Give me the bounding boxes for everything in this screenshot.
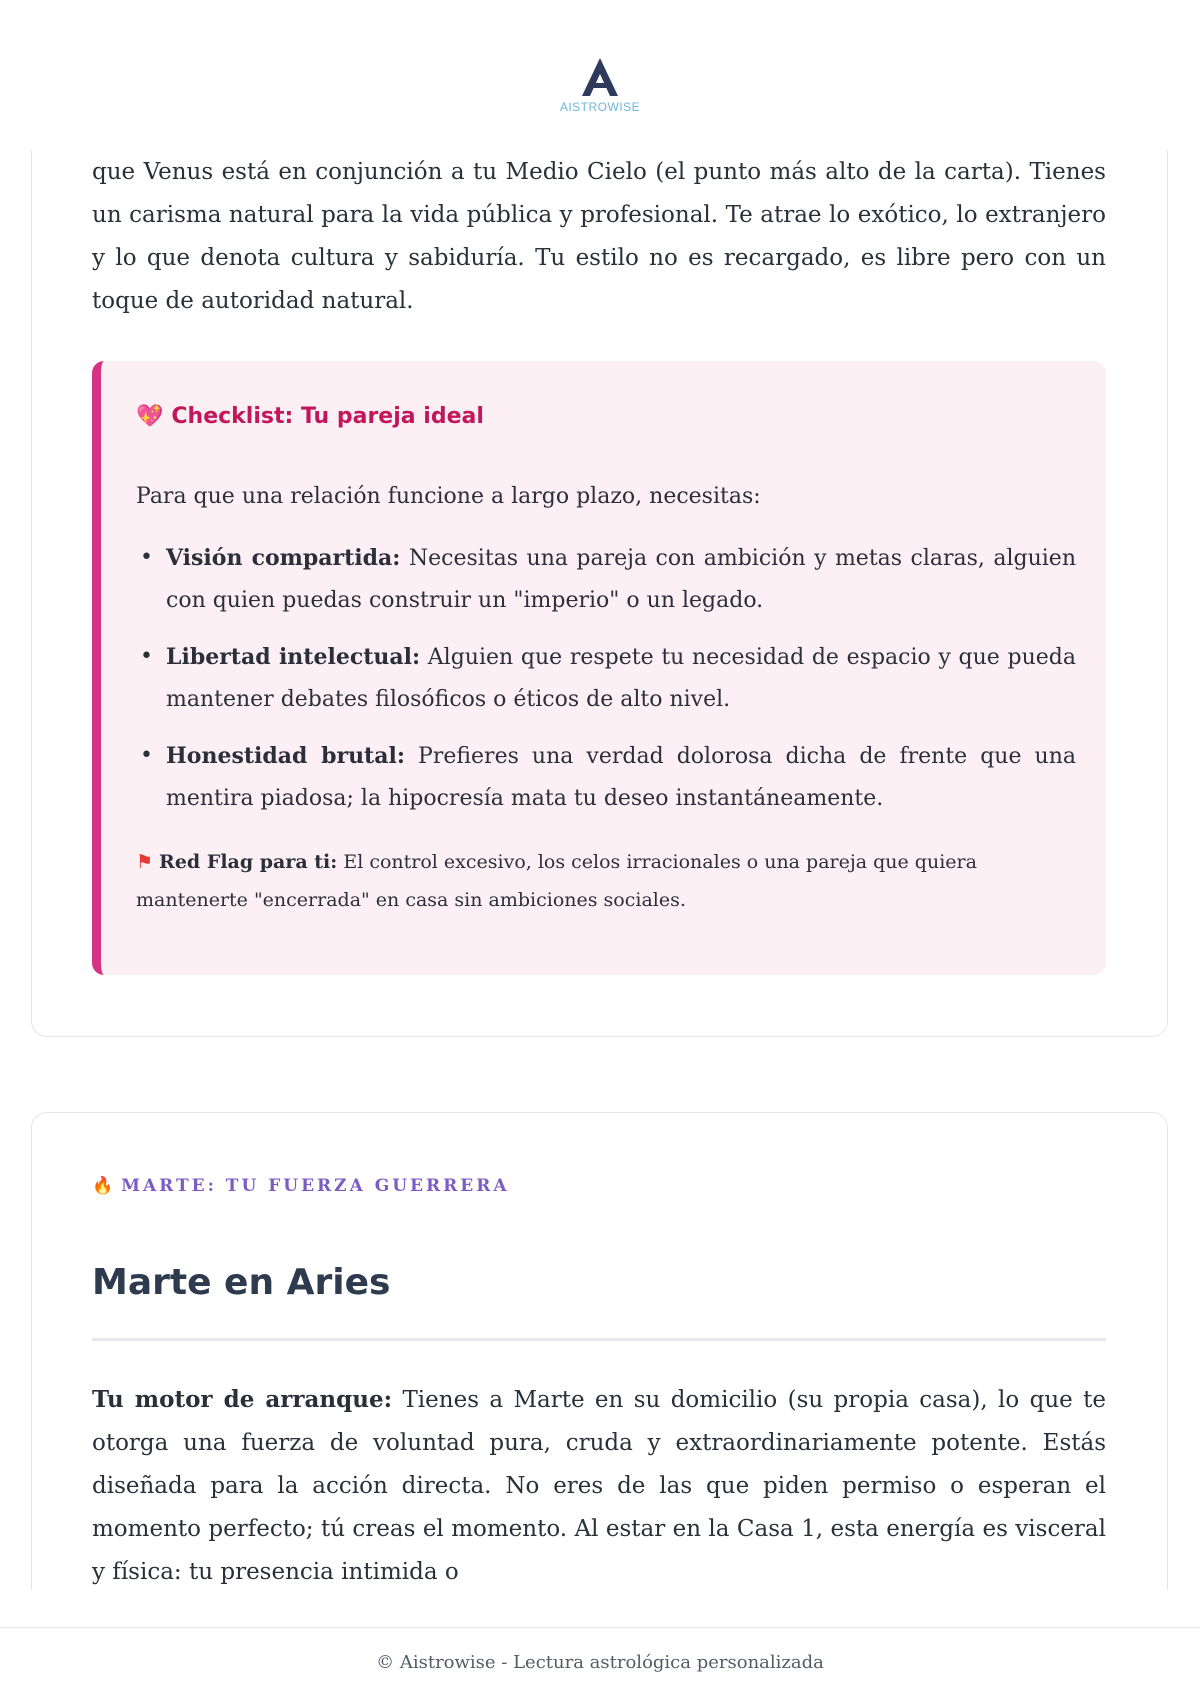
list-item-text: Necesitas una pareja con ambición y metas claras, alguien con quien puedas construir un "imperio" o un legado. bbox=[166, 546, 1076, 613]
checklist-intro: Para que una relación funcione a largo plazo, necesitas: bbox=[136, 484, 761, 509]
mars-paragraph-text: Tienes a Marte en su domicilio (su propia casa), lo que te otorga una fuerza de voluntad pura, cruda y extraordinariamente potente. Estás diseñada para la acción directa. No eres de las que piden permiso o esperan el momento perfecto; tú creas el momento. Al estar en la Casa 1, esta energía es visceral y física: tu presencia intimida o bbox=[92, 1387, 1106, 1585]
list-item-text: Prefieres una verdad dolorosa dicha de frente que una mentira piadosa; la hipocresía mata tu deseo instantáneamente. bbox=[166, 744, 1076, 811]
list-item-label: Honestidad brutal: bbox=[166, 743, 405, 769]
logo-a-icon bbox=[578, 56, 622, 98]
checklist-title-text: Checklist: Tu pareja ideal bbox=[171, 404, 484, 429]
section-divider bbox=[92, 1338, 1106, 1341]
page-header bbox=[0, 0, 1200, 150]
mars-paragraph-label: Tu motor de arranque: bbox=[92, 1386, 393, 1413]
checklist-box bbox=[92, 361, 1106, 975]
list-item-label: Libertad intelectual: bbox=[166, 644, 421, 670]
fire-icon: 🔥 bbox=[92, 1176, 114, 1196]
sparkling-heart-icon: 💖 bbox=[136, 404, 164, 429]
footer-text: © Aistrowise - Lectura astrológica personalizada bbox=[376, 1652, 824, 1673]
list-item bbox=[136, 735, 1076, 820]
checklist-title bbox=[136, 404, 484, 429]
checklist-items bbox=[136, 537, 1076, 834]
mars-title: Marte en Aries bbox=[92, 1262, 391, 1303]
list-item-label: Visión compartida: bbox=[166, 545, 401, 571]
list-item bbox=[136, 636, 1076, 721]
page-footer bbox=[0, 1627, 1200, 1697]
list-item-text: Alguien que respete tu necesidad de espacio y que pueda mantener debates filosóficos o éticos de alto nivel. bbox=[166, 645, 1076, 712]
venus-paragraph: que Venus está en conjunción a tu Medio Cielo (el punto más alto de la carta). Tienes un carisma natural para la vida pública y profesional. Te atrae lo exótico, lo extranjero y lo que denota cultura y sabiduría. Tu estilo no es recargado, es libre pero con un toque de autoridad natural. bbox=[92, 159, 1106, 314]
brand-name: AISTROWISE bbox=[559, 100, 641, 114]
red-flag-text: El control excesivo, los celos irracionales o una pareja que quiera mantenerte "encerrada" en casa sin ambiciones sociales. bbox=[136, 851, 977, 911]
red-flag-icon: ⚑ bbox=[136, 851, 154, 873]
brand-logo[interactable] bbox=[0, 56, 1200, 114]
red-flag-note bbox=[136, 843, 1076, 919]
list-item bbox=[136, 537, 1076, 622]
mars-paragraph bbox=[92, 1378, 1106, 1594]
red-flag-label: Red Flag para ti: bbox=[159, 851, 338, 873]
mars-kicker bbox=[92, 1176, 510, 1196]
page-break-mask bbox=[0, 1590, 1200, 1627]
mars-kicker-text: MARTE: TU FUERZA GUERRERA bbox=[121, 1176, 510, 1196]
